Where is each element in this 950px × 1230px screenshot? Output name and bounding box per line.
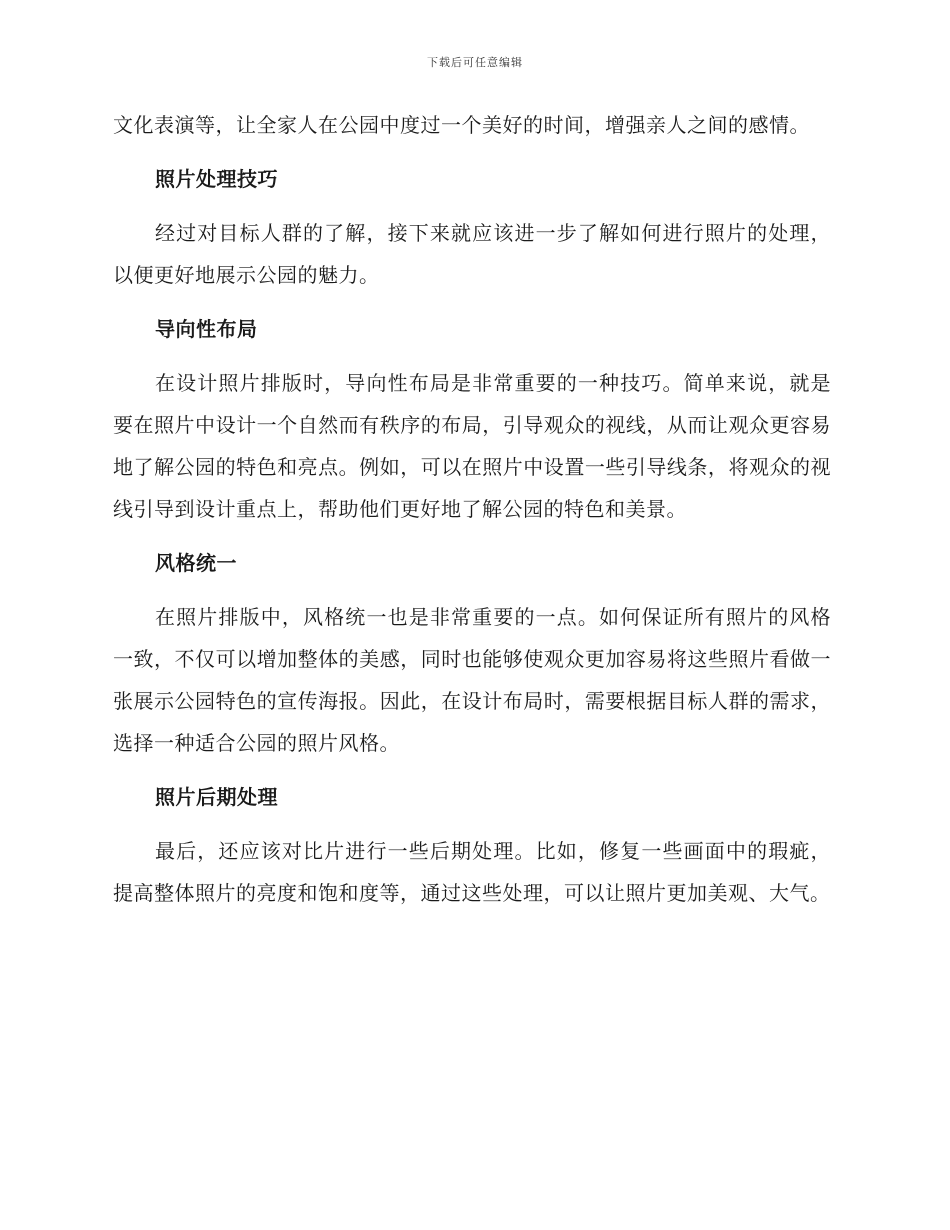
paragraph: 文化表演等，让全家人在公园中度过一个美好的时间，增强亲人之间的感情。 xyxy=(113,113,810,137)
paragraph: 在照片排版中，风格统一也是非常重要的一点。如何保证所有照片的风格一致，不仅可以增加整体的美感，同时也能够使观众更加容易将这些照片看做一张展示公园特色的宣传海报。因此，在设计布局时，需要根据目标人群的需求，选择一种适合公园的照片风格。 xyxy=(113,605,831,755)
section-heading: 风格统一 xyxy=(155,551,237,575)
page-header: 下载后可任意编辑 xyxy=(427,56,523,69)
section-heading: 导向性布局 xyxy=(155,317,258,341)
section-heading: 照片处理技巧 xyxy=(155,167,278,191)
document-body xyxy=(113,104,831,926)
paragraph: 经过对目标人群的了解，接下来就应该进一步了解如何进行照片的处理，以便更好地展示公园的魅力。 xyxy=(113,221,831,287)
paragraph: 在设计照片排版时，导向性布局是非常重要的一种技巧。简单来说，就是要在照片中设计一个自然而有秩序的布局，引导观众的视线，从而让观众更容易地了解公园的特色和亮点。例如，可以在照片中设置一些引导线条，将观众的视线引导到设计重点上，帮助他们更好地了解公园的特色和美景。 xyxy=(113,371,831,521)
paragraph: 最后，还应该对比片进行一些后期处理。比如，修复一些画面中的瑕疵，提高整体照片的亮度和饱和度等，通过这些处理，可以让照片更加美观、大气。 xyxy=(113,839,831,905)
section-heading: 照片后期处理 xyxy=(155,785,278,809)
